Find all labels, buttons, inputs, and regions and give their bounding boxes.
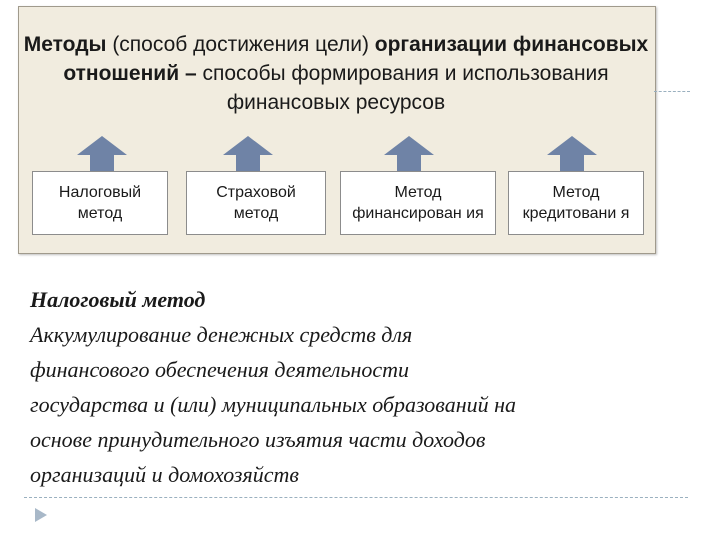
method-label: Метод финансирован ия bbox=[352, 184, 484, 222]
heading-explanation: способы формирования и использования финансовых ресурсов bbox=[196, 62, 609, 114]
up-arrow-icon bbox=[546, 135, 598, 173]
definition-text bbox=[30, 282, 670, 492]
decorative-divider bbox=[654, 91, 690, 92]
footer-divider bbox=[24, 497, 688, 498]
definition-line: государства и (или) муниципальных образований на bbox=[30, 392, 517, 417]
definition-line: основе принудительного изъятия части доходов bbox=[30, 427, 486, 452]
diagram-heading bbox=[18, 30, 654, 117]
method-box-crediting bbox=[508, 171, 644, 235]
heading-subject: организации финансовых отношений – bbox=[63, 33, 649, 85]
method-box-tax bbox=[32, 171, 168, 235]
definition-line: финансового обеспечения деятельности bbox=[30, 357, 410, 382]
triangle-bullet-icon bbox=[34, 507, 48, 523]
definition-line: Аккумулирование денежных средств для bbox=[30, 322, 413, 347]
up-arrow-icon bbox=[76, 135, 128, 173]
up-arrow-icon bbox=[222, 135, 274, 173]
definition-title: Налоговый метод bbox=[30, 287, 206, 312]
definition-line: организаций и домохозяйств bbox=[30, 462, 299, 487]
up-arrow-icon bbox=[383, 135, 435, 173]
method-box-insurance bbox=[186, 171, 326, 235]
method-box-financing bbox=[340, 171, 496, 235]
method-label: Налоговый метод bbox=[58, 184, 142, 222]
method-label: Страховой метод bbox=[216, 184, 296, 222]
heading-term: Методы bbox=[23, 33, 107, 56]
method-label: Метод кредитовани я bbox=[522, 184, 630, 222]
heading-definition: (способ достижения цели) bbox=[106, 33, 375, 56]
